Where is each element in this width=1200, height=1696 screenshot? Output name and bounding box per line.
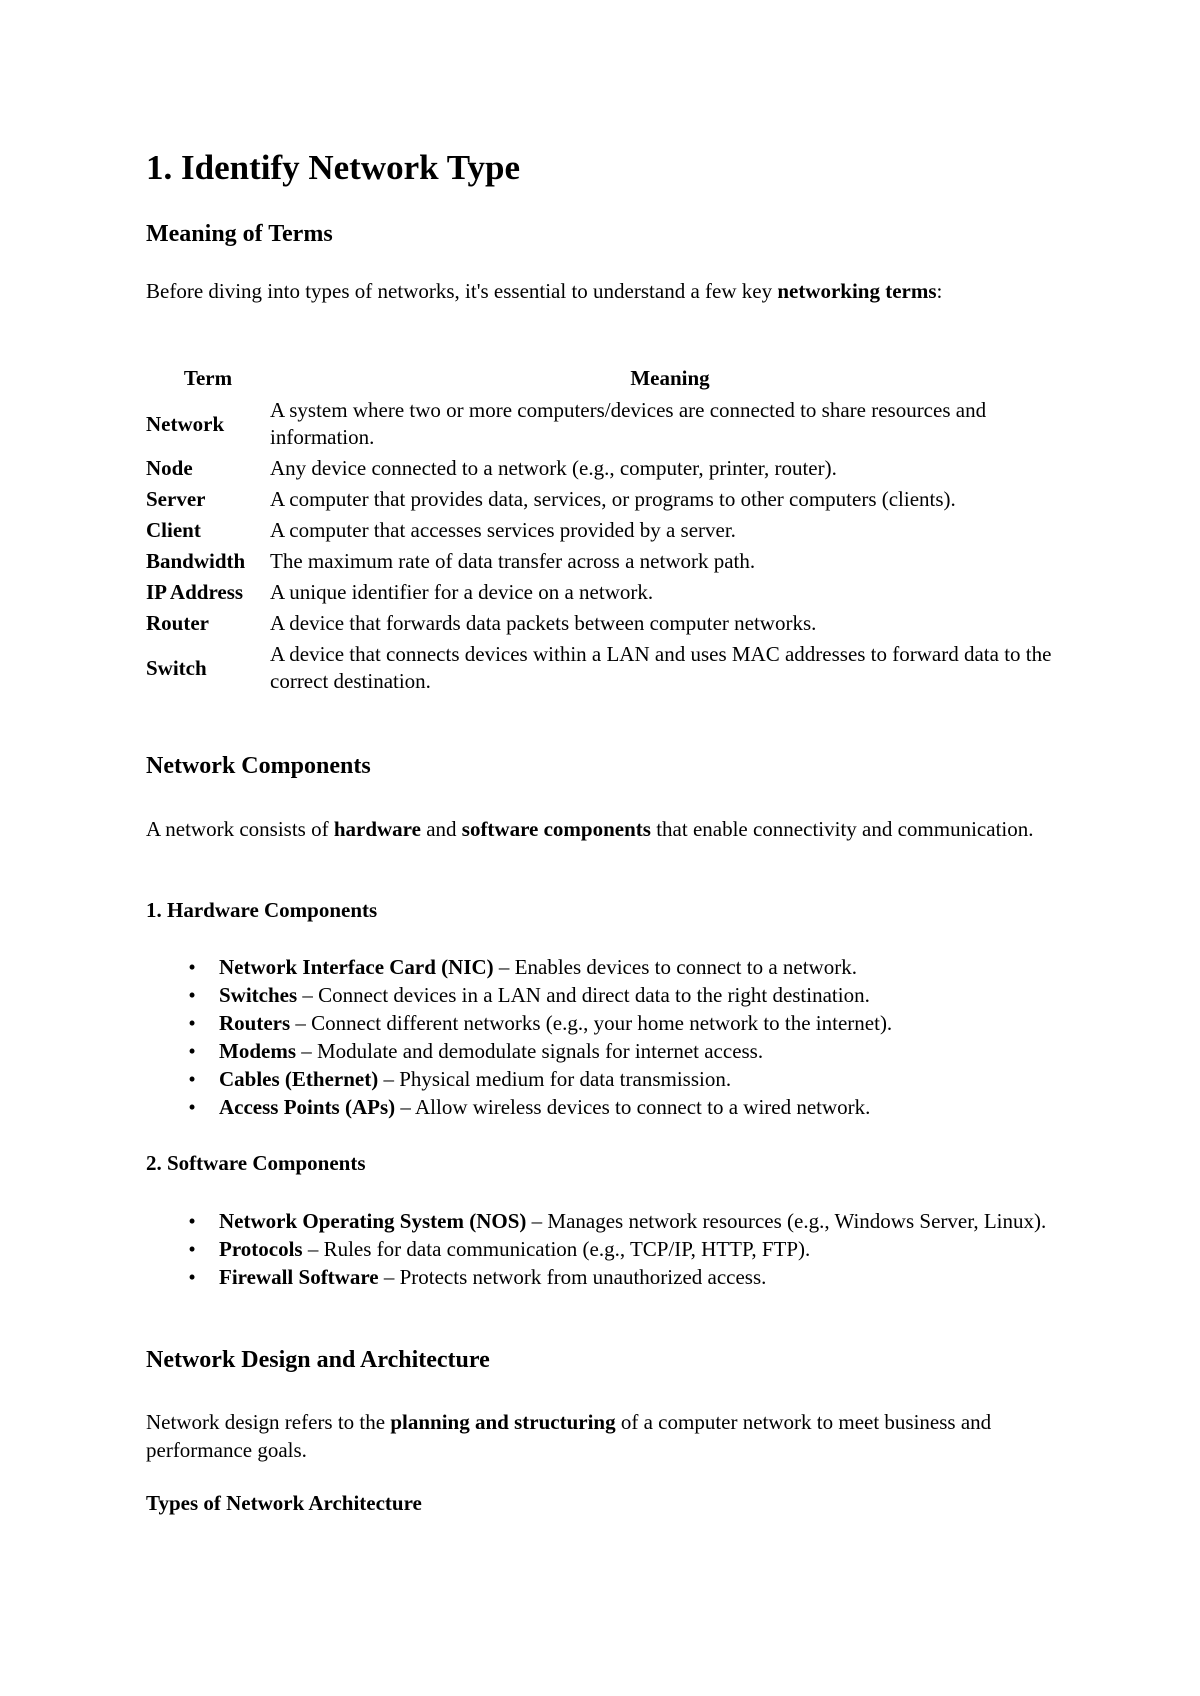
list-item-text: – Allow wireless devices to connect to a wired network.	[395, 1095, 871, 1119]
bullet-icon: •	[188, 955, 196, 979]
list-item	[146, 1263, 1076, 1291]
meaning-cell: A device that connects devices within a LAN and uses MAC addresses to forward data to the correct destination.	[270, 642, 1052, 693]
meaning-of-terms-heading: Meaning of Terms	[146, 221, 333, 247]
list-item-text: – Modulate and demodulate signals for internet access.	[296, 1039, 764, 1063]
table-row	[146, 395, 1070, 453]
table-row	[146, 484, 1070, 515]
list-item-text: – Protects network from unauthorized access.	[378, 1265, 767, 1289]
design-intro-paragraph	[146, 1408, 1066, 1464]
list-item	[146, 1009, 1076, 1037]
hardware-components-heading: 1. Hardware Components	[146, 898, 378, 922]
meaning-cell: A computer that accesses services provided by a server.	[270, 518, 736, 542]
network-components-heading: Network Components	[146, 753, 371, 779]
list-item-text: – Rules for data communication (e.g., TCP/IP, HTTP, FTP).	[302, 1237, 811, 1261]
design-intro-text: Network design refers to the	[146, 1410, 391, 1434]
list-item-title: Access Points (APs)	[219, 1095, 396, 1119]
meaning-intro-end: :	[936, 279, 943, 303]
bullet-icon: •	[188, 983, 196, 1007]
meaning-cell: A device that forwards data packets between computer networks.	[270, 611, 817, 635]
table-row	[146, 453, 1070, 484]
meaning-cell: A system where two or more computers/devices are connected to share resources and information.	[270, 398, 987, 449]
hardware-components-list	[146, 953, 1076, 1121]
list-item-title: Firewall Software	[219, 1265, 379, 1289]
term-cell: IP Address	[146, 580, 244, 604]
components-intro-paragraph	[146, 815, 1066, 843]
network-architecture-types-heading: Types of Network Architecture	[146, 1491, 422, 1515]
table-row	[146, 546, 1070, 577]
list-item-title: Network Operating System (NOS)	[219, 1209, 527, 1233]
term-cell: Bandwidth	[146, 549, 246, 573]
list-item-text: – Manages network resources (e.g., Windows Server, Linux).	[526, 1209, 1047, 1233]
list-item-text: – Physical medium for data transmission.	[378, 1067, 732, 1091]
list-item-title: Switches	[219, 983, 298, 1007]
page-title: 1. Identify Network Type	[146, 148, 520, 187]
bullet-icon: •	[188, 1265, 196, 1289]
list-item-title: Cables (Ethernet)	[219, 1067, 379, 1091]
components-intro-end: that enable connectivity and communication.	[650, 817, 1034, 841]
meaning-intro-paragraph	[146, 277, 1066, 305]
list-item-text: – Connect devices in a LAN and direct data to the right destination.	[297, 983, 870, 1007]
list-item	[146, 953, 1076, 981]
term-cell: Node	[146, 456, 193, 480]
network-design-heading: Network Design and Architecture	[146, 1347, 490, 1373]
list-item-title: Protocols	[219, 1237, 303, 1261]
bullet-icon: •	[188, 1095, 196, 1119]
list-item-title: Modems	[219, 1039, 296, 1063]
bullet-icon: •	[188, 1209, 196, 1233]
meaning-cell: The maximum rate of data transfer across a network path.	[270, 549, 756, 573]
list-item	[146, 1207, 1076, 1235]
components-intro-bold-software: software components	[461, 817, 651, 841]
list-item	[146, 981, 1076, 1009]
components-intro-text: A network consists of	[146, 817, 334, 841]
term-column-header: Term	[183, 365, 233, 390]
terms-table-header-row	[146, 361, 1070, 395]
design-intro-bold: planning and structuring	[390, 1410, 616, 1434]
components-intro-bold-hardware: hardware	[333, 817, 421, 841]
components-intro-mid: and	[420, 817, 462, 841]
software-components-list	[146, 1207, 1076, 1291]
term-cell: Router	[146, 611, 209, 635]
meaning-intro-text: Before diving into types of networks, it's essential to understand a few key	[146, 279, 778, 303]
terms-table	[146, 361, 1070, 697]
list-item-title: Routers	[219, 1011, 291, 1035]
meaning-cell: A computer that provides data, services, or programs to other computers (clients).	[270, 487, 956, 511]
term-cell: Switch	[146, 655, 207, 680]
software-components-heading: 2. Software Components	[146, 1151, 366, 1175]
list-item-text: – Connect different networks (e.g., your home network to the internet).	[290, 1011, 893, 1035]
meaning-cell: Any device connected to a network (e.g., computer, printer, router).	[270, 456, 837, 480]
term-cell: Network	[146, 411, 225, 436]
list-item	[146, 1065, 1076, 1093]
list-item	[146, 1235, 1076, 1263]
bullet-icon: •	[188, 1039, 196, 1063]
term-cell: Client	[146, 518, 201, 542]
term-cell: Server	[146, 487, 206, 511]
list-item	[146, 1037, 1076, 1065]
bullet-icon: •	[188, 1011, 196, 1035]
list-item	[146, 1093, 1076, 1121]
meaning-intro-bold: networking terms	[777, 279, 937, 303]
design-intro-end: of a computer network to meet business and performance goals.	[146, 1410, 992, 1462]
meaning-cell: A unique identifier for a device on a network.	[270, 580, 654, 604]
table-row	[146, 639, 1070, 697]
table-row	[146, 608, 1070, 639]
table-row	[146, 577, 1070, 608]
bullet-icon: •	[188, 1067, 196, 1091]
list-item-text: – Enables devices to connect to a network.	[493, 955, 857, 979]
list-item-title: Network Interface Card (NIC)	[219, 955, 494, 979]
meaning-column-header: Meaning	[630, 365, 710, 390]
table-row	[146, 515, 1070, 546]
bullet-icon: •	[188, 1237, 196, 1261]
